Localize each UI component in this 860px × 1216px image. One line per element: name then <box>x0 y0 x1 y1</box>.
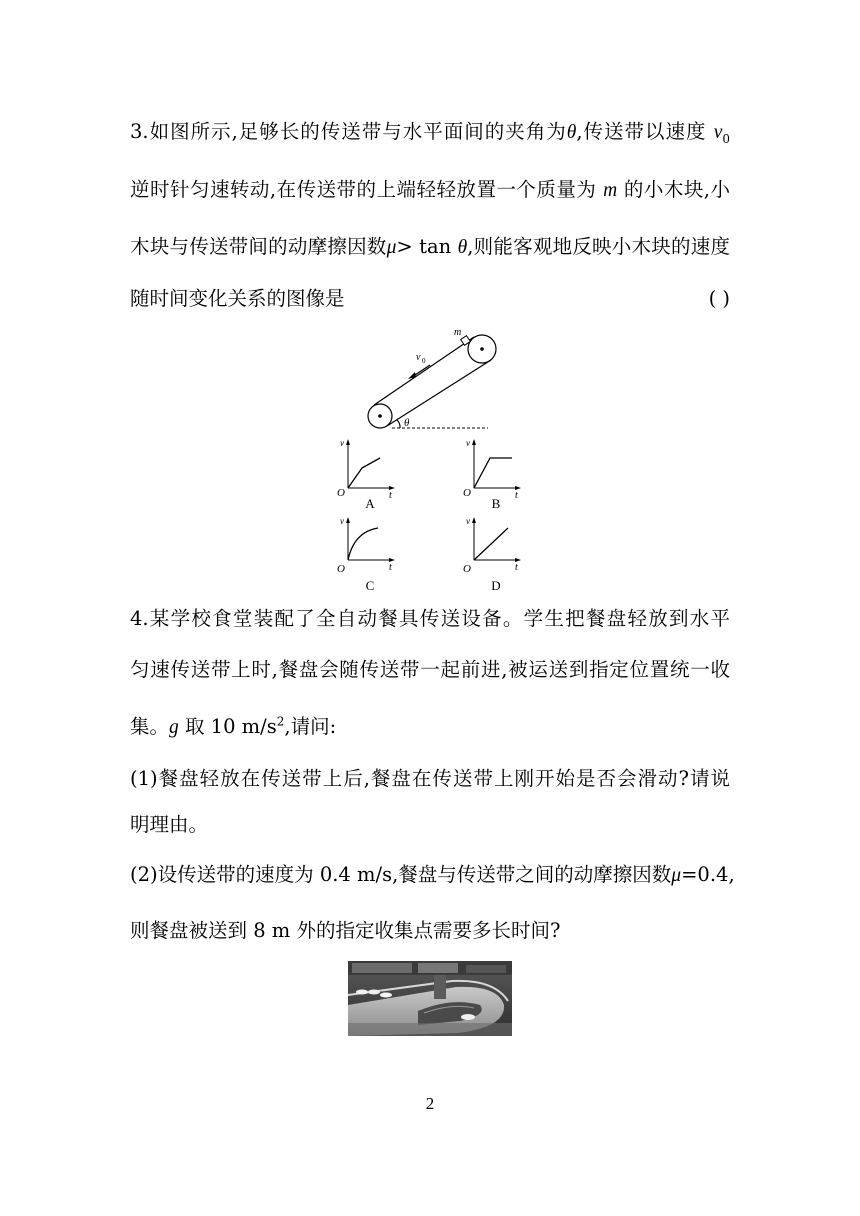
t-axis-label: t <box>515 490 518 501</box>
g-symbol: g <box>169 717 179 738</box>
option-d-label: D <box>491 578 501 593</box>
answer-parentheses: ( ) <box>708 287 730 310</box>
velocity-label: v <box>416 352 421 363</box>
inclined-conveyor-figure <box>360 326 500 434</box>
v-subscript: 0 <box>722 131 730 146</box>
q4-part1-text: 明理由。 <box>130 813 209 836</box>
q4-part1-text: (1)餐盘轻放在传送带上后,餐盘在传送带上刚开始是否会滑动?请说 <box>130 767 730 790</box>
v-axis-label: v <box>340 438 344 448</box>
origin-label: O <box>337 563 345 575</box>
mu-symbol: μ <box>671 865 682 886</box>
q4-part2-text: 则餐盘被送到 8 m 外的指定收集点需要多长时间? <box>130 919 561 942</box>
theta-symbol: θ <box>457 237 468 258</box>
origin-label: O <box>463 487 471 499</box>
q4-part2-line-1 <box>130 862 735 889</box>
v-axis-label: v <box>340 516 344 526</box>
t-axis-label: t <box>389 562 392 573</box>
q4-line-1 <box>130 606 730 632</box>
mu-symbol: μ <box>386 237 397 258</box>
q4-text: 取 10 m/s <box>178 715 277 738</box>
q4-part2-text: =0.4, <box>681 863 735 886</box>
q3-text: 木块与传送带间的动摩擦因数 <box>130 235 387 258</box>
v-axis-label: v <box>466 438 470 448</box>
q3-text: 的小木块,小 <box>617 178 730 201</box>
q3-line-2 <box>130 177 730 204</box>
cafeteria-conveyor-photo <box>348 961 512 1036</box>
page-number: 2 <box>425 1094 435 1113</box>
angle-label: θ <box>404 417 410 429</box>
option-d-graph <box>458 514 524 594</box>
q4-text: 集。 <box>130 715 170 738</box>
q4-text: 匀速传送带上时,餐盘会随传送带一起前进,被运送到指定位置统一收 <box>130 658 730 681</box>
q4-line-3 <box>130 714 730 741</box>
q3-text: ,则能客观地反映小木块的速度 <box>467 235 730 258</box>
q4-text: 4.某学校食堂装配了全自动餐具传送设备。学生把餐盘轻放到水平 <box>130 607 730 630</box>
origin-label: O <box>337 487 345 499</box>
mass-label: m <box>454 327 462 338</box>
theta-symbol: θ <box>566 122 577 143</box>
q3-text: ,传送带以速度 <box>576 120 714 143</box>
q4-part2-text: (2)设传送带的速度为 0.4 m/s,餐盘与传送带之间的动摩擦因数 <box>130 863 672 886</box>
q4-text: ,请问: <box>284 715 337 738</box>
option-a-graph <box>332 436 398 512</box>
q4-part2-line-2 <box>130 918 730 944</box>
q3-text: 随时间变化关系的图像是 <box>130 287 345 310</box>
q3-text: 逆时针匀速转动,在传送带的上端轻轻放置一个质量为 <box>130 178 604 201</box>
t-axis-label: t <box>389 490 392 501</box>
option-c-label: C <box>365 578 375 593</box>
option-a-label: A <box>365 496 375 511</box>
m-symbol: m <box>603 180 618 201</box>
option-b-label: B <box>491 496 501 511</box>
superscript: 2 <box>276 714 285 729</box>
v-axis-label: v <box>466 516 470 526</box>
v-symbol: v <box>713 122 723 143</box>
option-c-graph <box>332 514 398 594</box>
option-b-graph <box>458 436 524 512</box>
q3-line-3 <box>130 234 730 261</box>
origin-label: O <box>463 563 471 575</box>
q3-text: > tan <box>396 235 458 258</box>
q4-line-2 <box>130 657 730 683</box>
velocity-subscript: 0 <box>422 357 426 365</box>
q3-line-4 <box>130 286 730 312</box>
q3-text: 3.如图所示,足够长的传送带与水平面间的夹角为 <box>130 120 567 143</box>
q3-line-1 <box>130 119 730 146</box>
q4-part1-line-1 <box>130 766 730 792</box>
t-axis-label: t <box>515 562 518 573</box>
q4-part1-line-2 <box>130 812 730 838</box>
